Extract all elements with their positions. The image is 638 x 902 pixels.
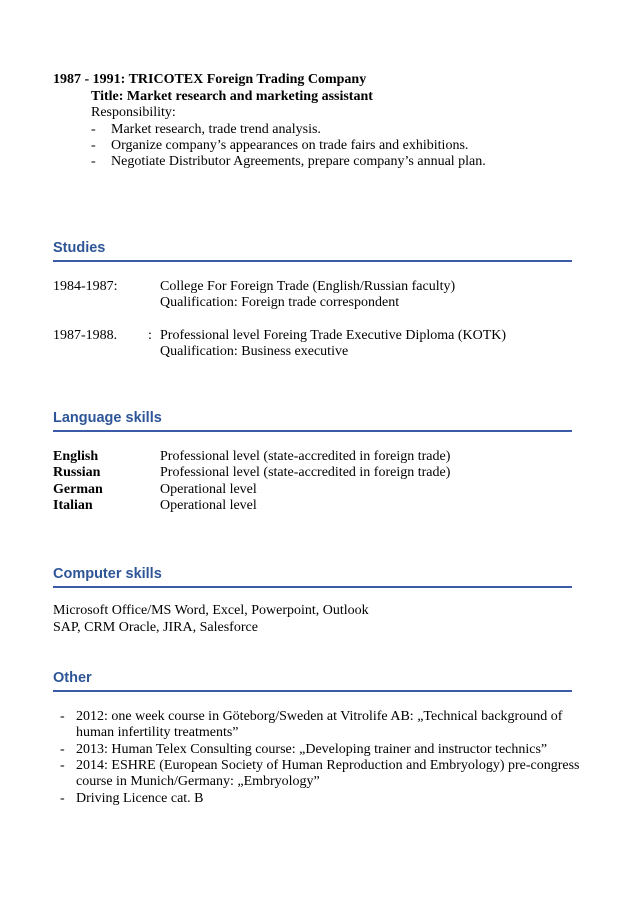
job-title: Title: Market research and marketing assistant: [91, 89, 373, 104]
language-name: German: [53, 482, 103, 497]
language-level: Professional level (state-accredited in foreign trade): [160, 465, 451, 480]
language-heading: Language skills: [53, 409, 572, 432]
studies-line-1b: Qualification: Foreign trade correspondent: [160, 295, 400, 310]
language-name: Russian: [53, 465, 101, 480]
other-item-3b: course in Munich/Germany: „Embryology”: [76, 774, 320, 789]
language-level: Operational level: [160, 482, 257, 497]
computer-heading: Computer skills: [53, 565, 572, 588]
other-item-1b: human infertility treatments”: [76, 725, 239, 740]
other-item-1a: 2012: one week course in Göteborg/Sweden at Vitrolife AB: „Technical background of: [76, 709, 563, 724]
other-dash: -: [60, 742, 65, 757]
job-responsibility-label: Responsibility:: [91, 105, 176, 120]
studies-years-1: 1984-1987:: [53, 279, 118, 294]
other-dash: -: [60, 758, 65, 773]
other-item-3a: 2014: ESHRE (European Society of Human Reproduction and Embryology) pre-congress: [76, 758, 580, 773]
studies-line-1a: College For Foreign Trade (English/Russian faculty): [160, 279, 456, 294]
job-bullet-dash: -: [91, 154, 96, 169]
language-level: Professional level (state-accredited in foreign trade): [160, 449, 451, 464]
other-dash: -: [60, 709, 65, 724]
other-item-2: 2013: Human Telex Consulting course: „Developing trainer and instructor technics”: [76, 742, 548, 757]
language-level: Operational level: [160, 498, 257, 513]
job-bullet-dash: -: [91, 138, 96, 153]
job-bullet-dash: -: [91, 122, 96, 137]
job-bullet-1: Market research, trade trend analysis.: [111, 122, 321, 137]
job-bullet-2: Organize company’s appearances on trade fairs and exhibitions.: [111, 138, 469, 153]
studies-line-2b: Qualification: Business executive: [160, 344, 349, 359]
studies-line-2a: Professional level Foreing Trade Executive Diploma (KOTK): [160, 328, 507, 343]
other-item-4: Driving Licence cat. B: [76, 791, 204, 806]
job-bullet-3: Negotiate Distributor Agreements, prepare company’s annual plan.: [111, 154, 486, 169]
language-name: English: [53, 449, 99, 464]
other-heading: Other: [53, 669, 572, 692]
studies-heading: Studies: [53, 239, 572, 262]
other-dash: -: [60, 791, 65, 806]
studies-years-2: 1987-1988.: [53, 328, 118, 343]
computer-line-2: SAP, CRM Oracle, JIRA, Salesforce: [53, 620, 258, 635]
computer-line-1: Microsoft Office/MS Word, Excel, Powerpoint, Outlook: [53, 603, 369, 618]
studies-sep-2: :: [148, 328, 152, 343]
job-header: 1987 - 1991: TRICOTEX Foreign Trading Company: [53, 72, 367, 87]
language-name: Italian: [53, 498, 93, 513]
